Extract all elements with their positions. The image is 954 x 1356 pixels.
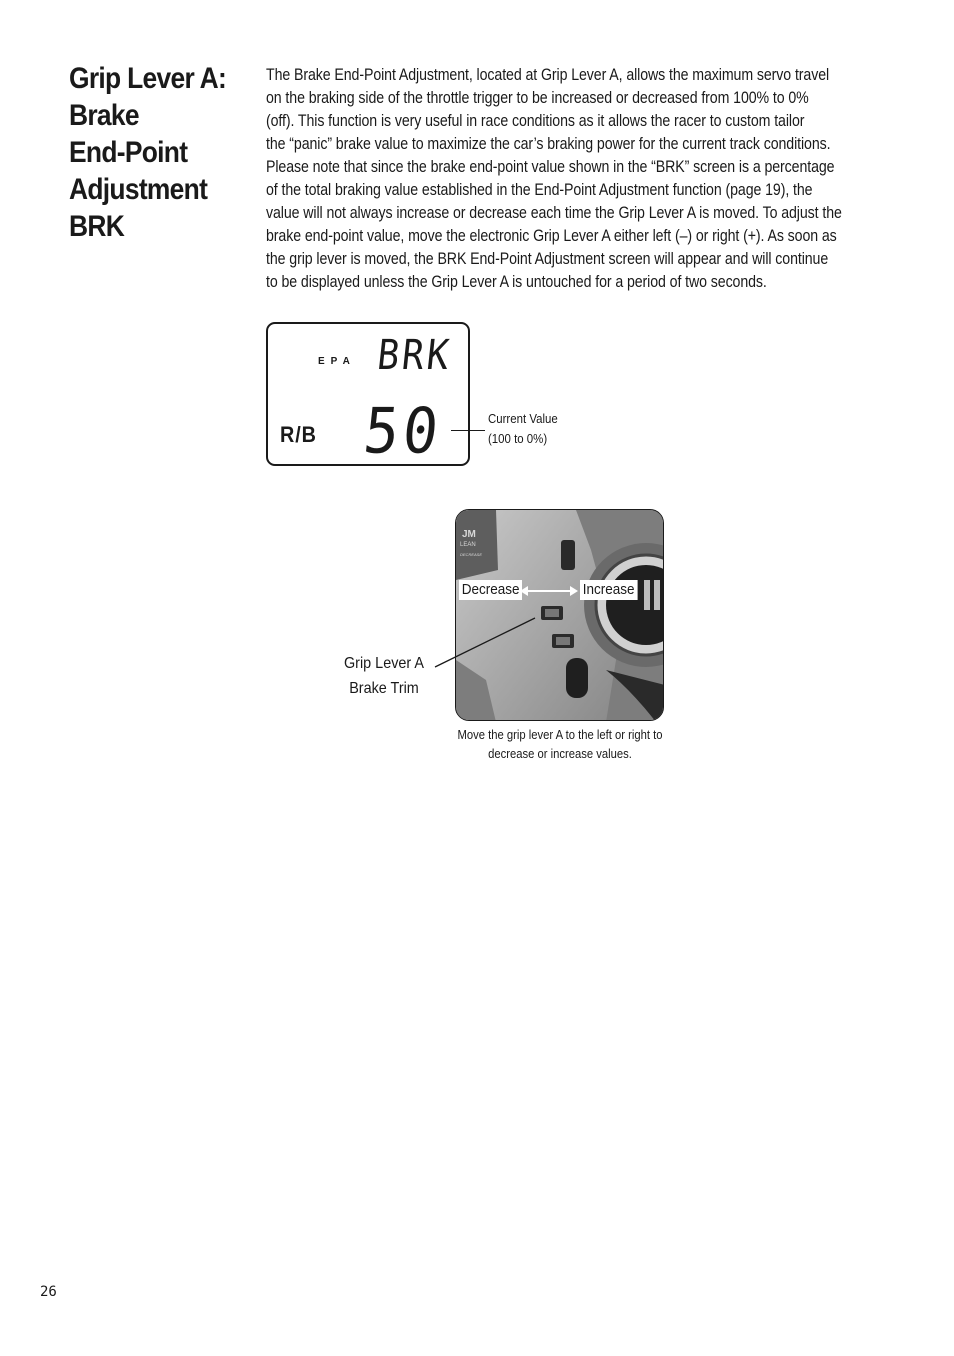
callout-line: (100 to 0%) xyxy=(488,431,548,446)
body-line: the “panic” brake value to maximize the car’s braking power for the current track conditions. xyxy=(266,135,831,153)
photo-caption xyxy=(434,726,686,764)
embossed-logo: JM xyxy=(462,529,476,540)
embossed-label: DECREASE xyxy=(460,552,483,557)
body-line: value will not always increase or decrease each time the Grip Lever A is moved. To adjust the xyxy=(266,204,842,222)
left-right-arrow-icon xyxy=(520,585,578,597)
grip-label-line: Grip Lever A xyxy=(343,655,425,672)
callout-leader-line xyxy=(451,430,485,431)
body-line: (off). This function is very useful in race conditions as it allows the racer to custom tailor xyxy=(266,112,805,130)
heading-line: BRK xyxy=(69,210,125,243)
caption-line: Move the grip lever A to the left or right to xyxy=(457,728,663,742)
body-line: to be displayed unless the Grip Lever A is untouched for a period of two seconds. xyxy=(266,273,767,291)
heading-line: Adjustment xyxy=(69,173,208,206)
grip-label-line: Brake Trim xyxy=(349,680,419,697)
body-line: brake end-point value, move the electronic Grip Lever A either left (–) or right (+). As soon as xyxy=(266,227,837,245)
body-line: Please note that since the brake end-point value shown in the “BRK” screen is a percentage xyxy=(266,158,835,176)
lcd-function-name: BRK xyxy=(375,332,455,380)
embossed-label: LEAN xyxy=(460,542,476,548)
heading-line: End-Point xyxy=(69,136,188,169)
section-heading xyxy=(69,60,227,245)
heading-line: Brake xyxy=(69,99,139,132)
grip-lever-leader-line xyxy=(430,600,540,670)
lcd-menu-indicator: EPA xyxy=(318,356,356,367)
body-paragraph xyxy=(266,64,887,294)
lcd-current-value: 50 xyxy=(360,394,446,468)
lcd-display xyxy=(266,322,470,466)
current-value-callout xyxy=(488,409,558,449)
callout-line: Current Value xyxy=(488,411,558,426)
increase-label: Increase xyxy=(580,580,637,600)
lcd-mode-indicator: R/B xyxy=(280,422,317,447)
grip-lever-label xyxy=(330,651,438,701)
decrease-label: Decrease xyxy=(459,580,522,600)
heading-line: Grip Lever A: xyxy=(69,62,227,95)
page-number: 26 xyxy=(40,1284,57,1300)
body-line: on the braking side of the throttle trigger to be increased or decreased from 100% to 0% xyxy=(266,89,809,107)
body-line: The Brake End-Point Adjustment, located at Grip Lever A, allows the maximum servo travel xyxy=(266,66,830,84)
body-line: of the total braking value established in the End-Point Adjustment function (page 19), the xyxy=(266,181,813,199)
caption-line: decrease or increase values. xyxy=(488,747,632,761)
body-line: the grip lever is moved, the BRK End-Point Adjustment screen will appear and will continue xyxy=(266,250,829,268)
